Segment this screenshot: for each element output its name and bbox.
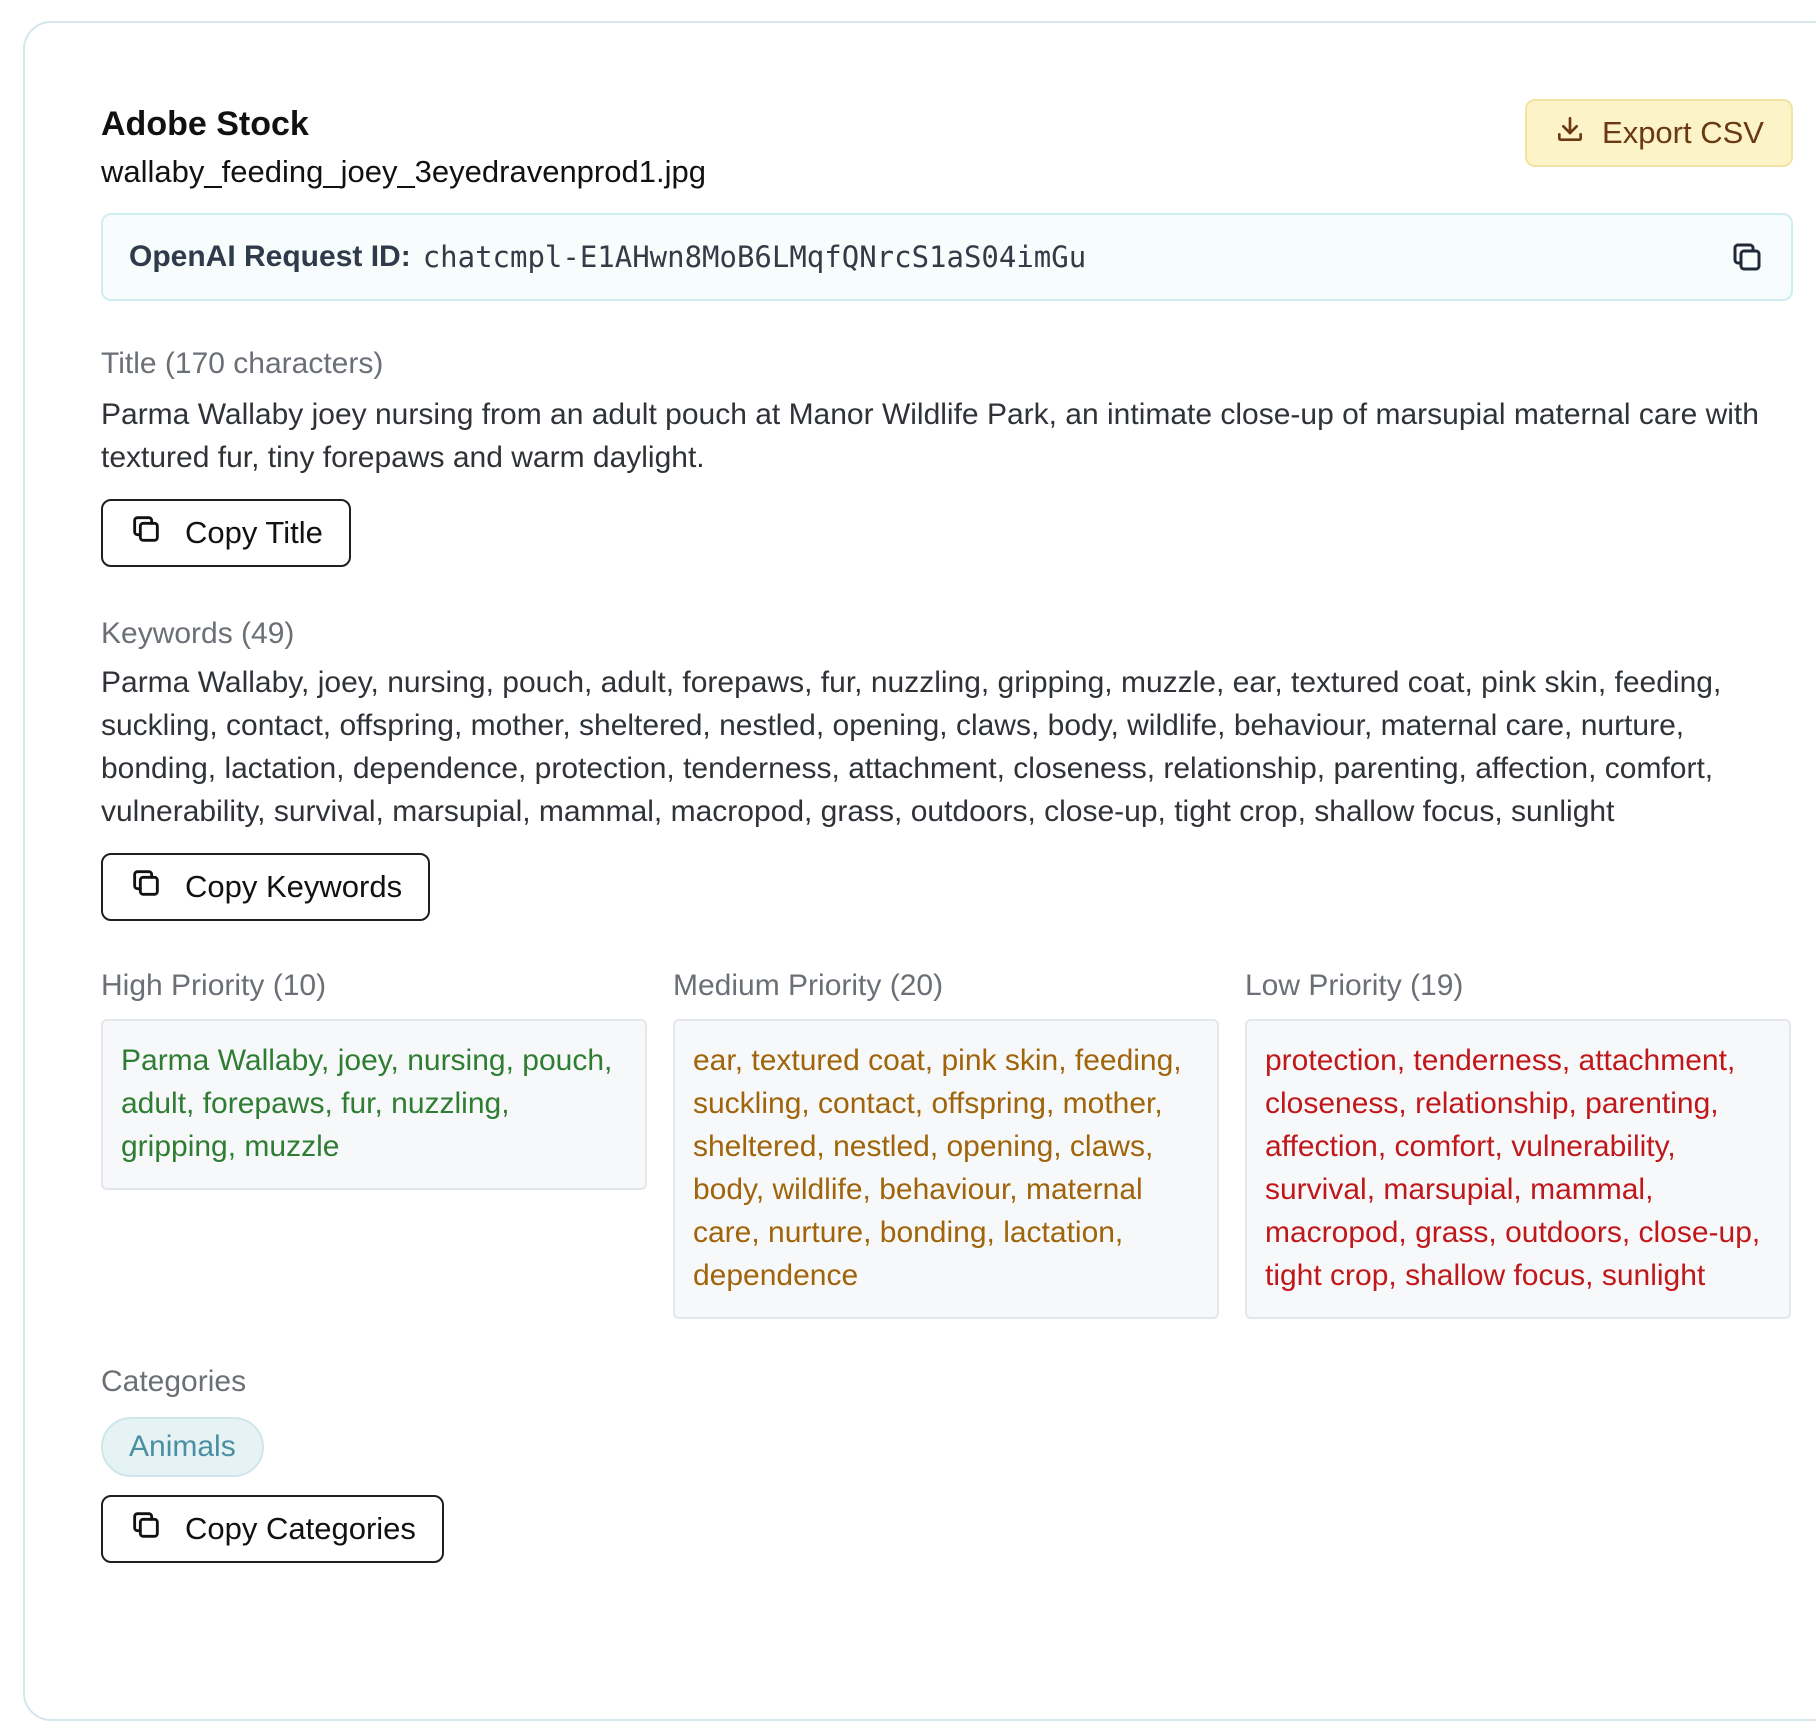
keywords-label: Keywords (49) — [101, 617, 295, 650]
copy-categories-button[interactable] — [101, 1495, 444, 1563]
priority-row — [101, 965, 1793, 1319]
request-id-value: chatcmpl-E1AHwn8MoB6LMqfQNrcS1aS04imGu — [422, 240, 1087, 274]
category-chip: Animals — [101, 1417, 264, 1477]
categories-section — [101, 1361, 1793, 1563]
low-priority-label: Low Priority (19) — [1245, 969, 1464, 1002]
copy-icon[interactable] — [1729, 239, 1765, 275]
app-title: Adobe Stock — [101, 105, 309, 143]
categories-label: Categories — [101, 1365, 247, 1398]
file-name: wallaby_feeding_joey_3eyedravenprod1.jpg — [101, 154, 706, 189]
keywords-text: Parma Wallaby, joey, nursing, pouch, adult, forepaws, fur, nuzzling, gripping, muzzle, ear, textured coat, pink skin, feeding, suckling, contact, offspring, mother, sheltered, nestled, opening, claws, body, wildlife, behaviour, maternal care, nurture, bonding, lactation, dependence, protection, tenderness, attachment, closeness, relationship, parenting, affection, comfort, vulnerability, survival, marsupial, mammal, macropod, grass, outdoors, close-up, tight crop, shallow focus, sunlight — [101, 666, 1722, 828]
copy-icon — [129, 866, 163, 908]
medium-priority-keywords: ear, textured coat, pink skin, feeding, suckling, contact, offspring, mother, sheltered, nestled, opening, claws, body, wildlife, behaviour, maternal care, nurture, bonding, lactation, dependence — [673, 1019, 1219, 1319]
copy-keywords-button[interactable] — [101, 853, 430, 921]
high-priority-label: High Priority (10) — [101, 969, 327, 1002]
card-header — [101, 99, 1793, 195]
title-section — [101, 343, 1793, 567]
low-priority-keywords: protection, tenderness, attachment, closeness, relationship, parenting, affection, comfort, vulnerability, survival, marsupial, mammal, macropod, grass, outdoors, close-up, tight crop, shallow focus, sunlight — [1245, 1019, 1791, 1319]
copy-categories-label: Copy Categories — [185, 1511, 416, 1546]
export-csv-label: Export CSV — [1602, 115, 1764, 150]
download-icon — [1554, 113, 1586, 153]
title-label: Title (170 characters) — [101, 347, 384, 380]
keywords-section — [101, 613, 1793, 921]
export-csv-button[interactable] — [1525, 99, 1793, 167]
high-priority-keywords: Parma Wallaby, joey, nursing, pouch, adult, forepaws, fur, nuzzling, gripping, muzzle — [101, 1019, 647, 1190]
low-priority-column — [1245, 965, 1791, 1319]
medium-priority-label: Medium Priority (20) — [673, 969, 944, 1002]
metadata-card — [23, 21, 1816, 1721]
card-content — [101, 99, 1793, 1563]
copy-icon — [129, 1508, 163, 1550]
copy-keywords-label: Copy Keywords — [185, 869, 403, 904]
request-id-box — [101, 213, 1793, 301]
copy-icon — [129, 512, 163, 554]
high-priority-column — [101, 965, 647, 1190]
medium-priority-column — [673, 965, 1219, 1319]
copy-title-label: Copy Title — [185, 515, 323, 550]
copy-title-button[interactable] — [101, 499, 351, 567]
title-text: Parma Wallaby joey nursing from an adult pouch at Manor Wildlife Park, an intimate close-up of marsupial maternal care with textured fur, tiny forepaws and warm daylight. — [101, 398, 1759, 474]
request-id-label: OpenAI Request ID: — [129, 240, 411, 273]
